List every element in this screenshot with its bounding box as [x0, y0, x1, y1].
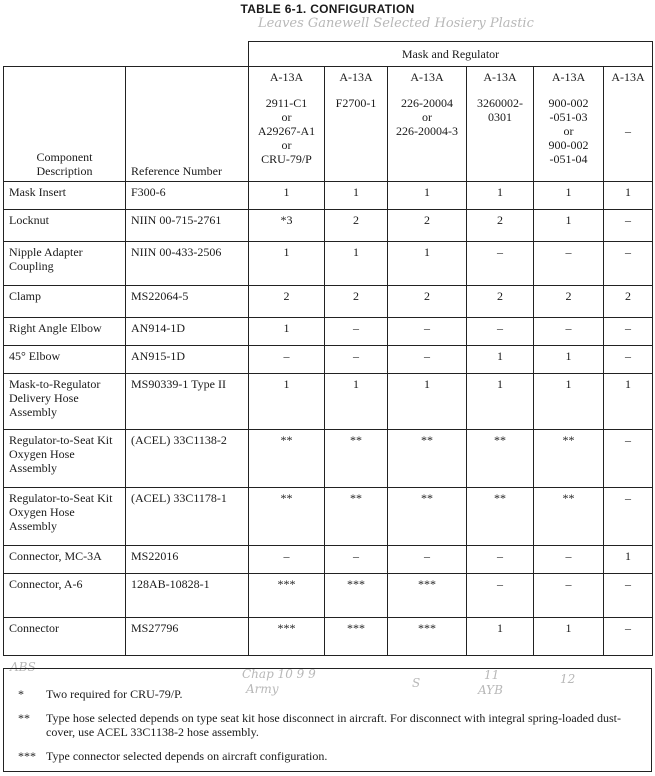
component-description: Mask-to-Regulator Delivery Hose Assembly	[4, 374, 126, 430]
quantity-cell: ***	[249, 574, 325, 618]
quantity-cell: 1	[604, 546, 653, 574]
reference-number: MS22016	[126, 546, 249, 574]
quantity-cell: 1	[534, 210, 604, 242]
quantity-cell: 1	[388, 242, 467, 286]
quantity-cell: **	[249, 488, 325, 546]
quantity-cell: –	[249, 346, 325, 374]
quantity-cell: 1	[249, 242, 325, 286]
handwritten-note-bottom-4: 11	[484, 668, 500, 682]
footnote-symbol: ***	[18, 749, 36, 763]
model-name: A-13A	[611, 70, 645, 84]
quantity-cell: 1	[249, 318, 325, 346]
reference-number: (ACEL) 33C1138-2	[126, 430, 249, 488]
configuration-table	[3, 41, 653, 656]
reference-number: AN914-1D	[126, 318, 249, 346]
model-part-numbers: 226-20004 or 226-20004-3	[396, 96, 458, 138]
quantity-cell: **	[467, 430, 534, 488]
model-part-numbers: –	[625, 124, 632, 138]
component-description: Connector	[4, 618, 126, 656]
quantity-cell: –	[534, 242, 604, 286]
component-description: Regulator-to-Seat Kit Oxygen Hose Assembly	[4, 488, 126, 546]
model-part-numbers: 2911-C1 or A29267-A1 or CRU-79/P	[257, 96, 316, 166]
quantity-cell: **	[534, 430, 604, 488]
component-description: Connector, MC-3A	[4, 546, 126, 574]
table-row	[4, 618, 653, 656]
table-row	[4, 546, 653, 574]
model-header-1	[249, 67, 325, 182]
quantity-cell: **	[534, 488, 604, 546]
model-part-numbers: 900-002 -051-03 or 900-002 -051-04	[548, 96, 589, 166]
quantity-cell: –	[467, 546, 534, 574]
quantity-cell: 1	[325, 242, 388, 286]
component-description: Connector, A-6	[4, 574, 126, 618]
quantity-cell: **	[388, 430, 467, 488]
quantity-cell: –	[388, 346, 467, 374]
handwritten-note-bottom-2: Army	[246, 682, 279, 696]
quantity-cell: 1	[467, 182, 534, 210]
table-row	[4, 318, 653, 346]
model-part-numbers: F2700-1	[335, 96, 377, 110]
header-blank	[4, 42, 249, 67]
table-row	[4, 374, 653, 430]
reference-number: NIIN 00-715-2761	[126, 210, 249, 242]
quantity-cell: –	[534, 318, 604, 346]
model-name: A-13A	[483, 70, 517, 84]
quantity-cell: 1	[534, 346, 604, 374]
quantity-cell: 1	[534, 374, 604, 430]
footnote-symbol: *	[18, 687, 24, 701]
footnote-text: Type hose selected depends on type seat kit hose disconnect in aircraft. For disconnect with integral spring-loaded dust-cover, use ACEL 33C1138-2 hose assembly.	[46, 711, 621, 739]
quantity-cell: **	[249, 430, 325, 488]
footnote-text: Two required for CRU-79/P.	[46, 687, 183, 701]
quantity-cell: –	[467, 318, 534, 346]
quantity-cell: –	[467, 574, 534, 618]
quantity-cell: 1	[467, 346, 534, 374]
model-header-5	[534, 67, 604, 182]
quantity-cell: –	[604, 488, 653, 546]
quantity-cell: ***	[388, 574, 467, 618]
component-column-header: Component Description	[4, 67, 126, 182]
reference-number: F300-6	[126, 182, 249, 210]
quantity-cell: 2	[604, 286, 653, 318]
group-header: Mask and Regulator	[249, 42, 653, 67]
quantity-cell: –	[604, 210, 653, 242]
quantity-cell: 1	[467, 374, 534, 430]
quantity-cell: –	[325, 546, 388, 574]
quantity-cell: 2	[388, 286, 467, 318]
quantity-cell: 1	[534, 182, 604, 210]
reference-number: MS22064-5	[126, 286, 249, 318]
quantity-cell: –	[325, 346, 388, 374]
quantity-cell: –	[604, 346, 653, 374]
table-row	[4, 286, 653, 318]
quantity-cell: 2	[534, 286, 604, 318]
quantity-cell: –	[604, 574, 653, 618]
quantity-cell: **	[325, 430, 388, 488]
handwritten-note-top: Leaves Ganewell Selected Hosiery Plastic	[258, 16, 534, 31]
quantity-cell: 2	[325, 286, 388, 318]
quantity-cell: 1	[249, 374, 325, 430]
model-part-numbers: 3260002- 0301	[477, 96, 523, 124]
footnote-symbol: **	[18, 711, 30, 725]
quantity-cell: 2	[249, 286, 325, 318]
component-description: Nipple Adapter Coupling	[4, 242, 126, 286]
component-description: 45° Elbow	[4, 346, 126, 374]
quantity-cell: ***	[325, 618, 388, 656]
model-header-6	[604, 67, 653, 182]
quantity-cell: **	[467, 488, 534, 546]
quantity-cell: 1	[325, 374, 388, 430]
model-name: A-13A	[339, 70, 373, 84]
footnote-text: Type connector selected depends on aircraft configuration.	[46, 749, 328, 763]
quantity-cell: –	[534, 546, 604, 574]
reference-number: 128AB-10828-1	[126, 574, 249, 618]
component-description: Right Angle Elbow	[4, 318, 126, 346]
model-name: A-13A	[269, 70, 304, 84]
quantity-cell: 1	[388, 182, 467, 210]
handwritten-note-bottom-1: Chap 10 9 9	[242, 667, 316, 681]
table-body	[4, 182, 653, 656]
quantity-cell: *3	[249, 210, 325, 242]
model-name: A-13A	[410, 70, 444, 84]
quantity-cell: ***	[325, 574, 388, 618]
quantity-cell: 1	[325, 182, 388, 210]
quantity-cell: 1	[604, 374, 653, 430]
quantity-cell: –	[604, 242, 653, 286]
reference-number: MS27796	[126, 618, 249, 656]
quantity-cell: 2	[325, 210, 388, 242]
model-header-2	[325, 67, 388, 182]
model-name: A-13A	[551, 70, 586, 84]
model-header-4	[467, 67, 534, 182]
table-row	[4, 574, 653, 618]
table-row	[4, 488, 653, 546]
reference-column-header: Reference Number	[126, 67, 249, 182]
quantity-cell: –	[467, 242, 534, 286]
quantity-cell: –	[388, 546, 467, 574]
quantity-cell: ***	[388, 618, 467, 656]
component-description: Mask Insert	[4, 182, 126, 210]
quantity-cell: –	[534, 574, 604, 618]
quantity-cell: 1	[249, 182, 325, 210]
footnote-2	[18, 711, 633, 739]
handwritten-note-bottom-5: AYB	[478, 683, 503, 697]
quantity-cell: 1	[388, 374, 467, 430]
quantity-cell: –	[249, 546, 325, 574]
reference-number: MS90339-1 Type II	[126, 374, 249, 430]
handwritten-note-bottom-6: 12	[560, 672, 576, 686]
quantity-cell: ***	[249, 618, 325, 656]
table-row	[4, 210, 653, 242]
quantity-cell: –	[604, 618, 653, 656]
table-row	[4, 430, 653, 488]
quantity-cell: **	[388, 488, 467, 546]
quantity-cell: –	[388, 318, 467, 346]
handwritten-note-bottom-left: ABS	[10, 660, 36, 674]
model-header-3	[388, 67, 467, 182]
quantity-cell: 2	[388, 210, 467, 242]
table-row	[4, 346, 653, 374]
table-title: TABLE 6-1. CONFIGURATION	[240, 2, 415, 16]
component-description: Regulator-to-Seat Kit Oxygen Hose Assembly	[4, 430, 126, 488]
component-description: Locknut	[4, 210, 126, 242]
reference-number: AN915-1D	[126, 346, 249, 374]
quantity-cell: 1	[604, 182, 653, 210]
reference-number: (ACEL) 33C1178-1	[126, 488, 249, 546]
table-row	[4, 182, 653, 210]
quantity-cell: –	[604, 318, 653, 346]
quantity-cell: –	[604, 430, 653, 488]
footnote-3	[18, 749, 327, 763]
quantity-cell: –	[325, 318, 388, 346]
quantity-cell: 2	[467, 210, 534, 242]
handwritten-note-bottom-3: S	[412, 676, 421, 690]
quantity-cell: **	[325, 488, 388, 546]
quantity-cell: 2	[467, 286, 534, 318]
reference-number: NIIN 00-433-2506	[126, 242, 249, 286]
footnote-1	[18, 687, 182, 701]
table-row	[4, 242, 653, 286]
footnotes	[3, 668, 652, 772]
quantity-cell: 1	[467, 618, 534, 656]
quantity-cell: 1	[534, 618, 604, 656]
component-description: Clamp	[4, 286, 126, 318]
